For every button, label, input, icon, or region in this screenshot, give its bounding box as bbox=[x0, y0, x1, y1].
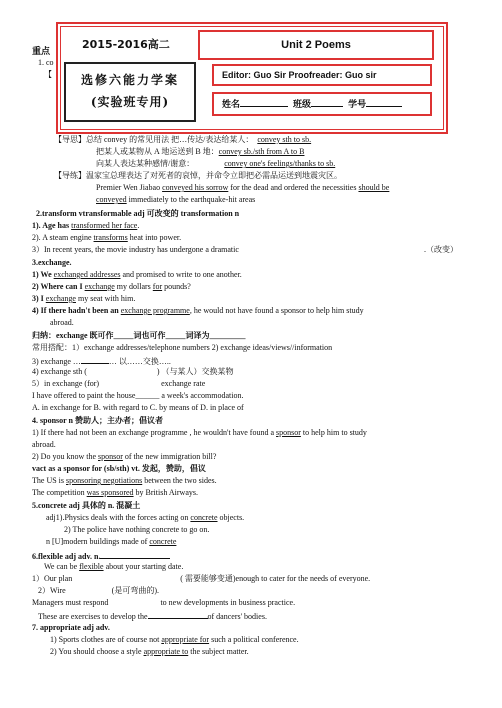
transform-note: .（改变） bbox=[424, 245, 458, 254]
guide-line-3: 向某人表达某种感情/谢意： convey one's feelings/thanks to sb. bbox=[96, 159, 336, 168]
sponsor-sentence-2: 2) Do you know the sponsor of the new immigration bill? bbox=[32, 452, 217, 461]
student-info-box bbox=[212, 92, 432, 116]
practice-example-1: Premier Wen Jiabao conveyed his sorrow for the dead and ordered the necessities should be bbox=[96, 183, 390, 192]
bracket-fragment: 【 bbox=[44, 70, 52, 79]
sponsor-sentence-1-cont: abroad. bbox=[32, 440, 56, 449]
exchange-summary: 归纳：exchange 既可作_____词也可作_____词译为_________ bbox=[32, 331, 246, 340]
section-heading-fragment: 重点 bbox=[32, 46, 51, 56]
flexible-sentence-1: We can be flexible about your starting date. bbox=[44, 562, 184, 571]
exchange-sentence-3: 3) I exchange my seat with him. bbox=[32, 294, 136, 303]
appropriate-sentence-2: 2) You should choose a style appropriate to the subject matter. bbox=[50, 647, 249, 656]
series-label-box bbox=[64, 62, 196, 122]
exchange-sentence-4: 4) If there hadn't been an exchange programme, he would not have found a sponsor to help him study bbox=[32, 306, 364, 315]
exchange-sentence-2: 2) Where can I exchange my dollars for pounds? bbox=[32, 282, 191, 291]
exchange-heading: 3.exchange. bbox=[32, 258, 72, 267]
editor-line: Editor: Guo Sir Proofreader: Guo sir bbox=[212, 64, 432, 86]
sponsor-verb-heading: vact as a sponsor for (sb/sth) vt. 发起，赞助，倡议 bbox=[32, 464, 206, 473]
series-label-line2: (实验班专用) bbox=[90, 95, 170, 109]
concrete-heading: 5.concrete adj 具体的 n. 混凝土 bbox=[32, 501, 141, 510]
flexible-sentence-2: 1）Our plan ( 需要能够变通)enough to cater for the needs of everyone. bbox=[32, 574, 371, 583]
school-year: 2015-2016高二 bbox=[82, 38, 170, 51]
flexible-sentence-5: These are exercises to develop the of dancers' bodies. bbox=[38, 612, 267, 621]
transform-sentence-1: 1). Age has transformed her face. bbox=[32, 221, 140, 230]
name-label: 姓名 bbox=[222, 99, 241, 109]
item-fragment: 1. co bbox=[38, 58, 54, 67]
exchange-question-options: A. in exchange for B. with regard to C. by means of D. in place of bbox=[32, 403, 244, 412]
exchange-sentence-1: 1) We exchanged addresses and promised to write to one another. bbox=[32, 270, 242, 279]
concrete-sentence-2: 2) The police have nothing concrete to go on. bbox=[64, 525, 210, 534]
guide-line-2: 把某人或某物从 A 地运送到 B 地：convey sb./sth from A to B bbox=[96, 147, 305, 156]
practice-example-2: conveyed immediately to the earthquake-hit areas bbox=[96, 195, 256, 204]
exchange-question: I have offered to paint the house______ a week's accommodation. bbox=[32, 391, 244, 400]
series-label-line1: 选修六能力学案 bbox=[80, 73, 179, 87]
concrete-sentence-3: n [U]modern buildings made of concrete bbox=[46, 537, 177, 546]
concrete-sentence-1: adj1).Physics deals with the forces acting on concrete objects. bbox=[46, 513, 245, 522]
transform-heading: 2.transform vtransformable adj 可改变的 transformation n bbox=[36, 209, 240, 218]
transform-sentence-2: 2). A steam engine transforms heat into power. bbox=[32, 233, 182, 242]
exchange-collocation-5: 5）in exchange (for) exchange rate bbox=[32, 379, 206, 388]
sponsor-verb-example-2: The competition was sponsored by British Airways. bbox=[32, 488, 198, 497]
appropriate-sentence-1: 1) Sports clothes are of course not appropriate for such a political conference. bbox=[50, 635, 299, 644]
flexible-sentence-4: Managers must respond to new developments in business practice. bbox=[32, 598, 296, 607]
class-field[interactable] bbox=[311, 98, 343, 107]
exchange-collocation-4: 4) exchange sth ( ) （与某人）交换某物 bbox=[32, 367, 234, 376]
appropriate-heading: 7. appropriate adj adv. bbox=[32, 623, 110, 632]
sponsor-sentence-1: 1) If there had not been an exchange programme , he wouldn't have found a sponsor to help him to study bbox=[32, 428, 367, 437]
name-field[interactable] bbox=[240, 98, 288, 107]
sponsor-verb-example-1: The US is sponsoring negotiations between the two sides. bbox=[32, 476, 217, 485]
flexible-sentence-3: 2）Wire (是可弯曲的). bbox=[38, 586, 159, 595]
exchange-sentence-4-cont: abroad. bbox=[50, 318, 74, 327]
flexible-heading: 6.flexible adj adv. n. bbox=[32, 550, 170, 562]
unit-title: Unit 2 Poems bbox=[198, 30, 434, 60]
guide-line-1: 【导思】总结 convey 的常见用法 把…传达/表达给某人： convey sth to sb. bbox=[54, 135, 312, 144]
class-label: 班级 bbox=[293, 99, 312, 109]
sponsor-heading: 4. sponsor n 赞助人；主办者；倡议者 bbox=[32, 416, 163, 425]
transform-sentence-3: 3）In recent years, the movie industry has undergone a dramatic bbox=[32, 245, 239, 254]
exchange-collocation-3: 3) exchange … … 以……交换….. bbox=[32, 357, 171, 366]
id-label: 学号 bbox=[348, 99, 367, 109]
id-field[interactable] bbox=[366, 98, 402, 107]
exchange-collocations: 常用搭配：1）exchange addresses/telephone numbers 2) exchange ideas/views//information bbox=[32, 343, 333, 352]
practice-line: 【导练】温家宝总理表达了对死者的哀悼，并命令立即把必需品运送到地震灾区。 bbox=[54, 171, 342, 180]
